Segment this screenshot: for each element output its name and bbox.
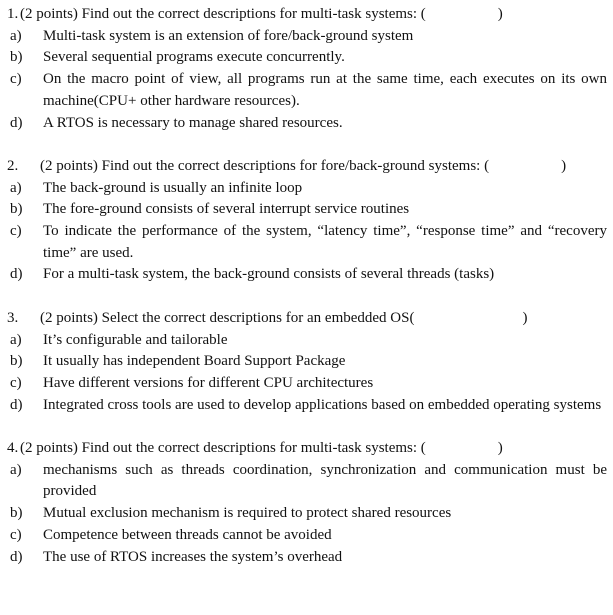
option-d [0, 395, 607, 417]
option-text: Multi-task system is an extension of fore/back-ground system [43, 27, 414, 44]
answer-blank-close: ) [497, 6, 503, 22]
option-text: Integrated cross tools are used to develop applications based on embedded operating systems [43, 396, 602, 413]
option-label: b) [10, 201, 23, 218]
option-a [0, 26, 607, 48]
option-text: Have different versions for different CPU architectures [43, 374, 374, 391]
option-label: d) [10, 548, 23, 565]
option-label: a) [10, 461, 22, 478]
option-text: The back-ground is usually an infinite loop [43, 179, 303, 196]
option-label: a) [10, 27, 22, 44]
option-d [0, 264, 607, 286]
option-label: a) [10, 179, 22, 196]
option-a [0, 460, 607, 503]
question-number: 3. [7, 309, 19, 326]
question-number: 4. [7, 440, 19, 457]
option-text: A RTOS is necessary to manage shared resources. [43, 114, 343, 131]
option-text: Mutual exclusion mechanism is required to protect shared resources [43, 505, 452, 522]
option-b [0, 351, 607, 373]
option-label: c) [10, 223, 22, 240]
question-prompt: (2 points) Find out the correct descriptions for multi-task systems: ( [20, 440, 426, 457]
option-label: c) [10, 526, 22, 543]
answer-blank-close: ) [561, 157, 567, 174]
option-a [0, 178, 607, 200]
option-c [0, 69, 607, 112]
option-label: d) [10, 266, 23, 283]
question-1 [0, 4, 607, 134]
option-text: The use of RTOS increases the system’s overhead [43, 548, 343, 565]
option-text: On the macro point of view, all programs run at the same time, each executes on its own machine(CPU+ other hardware resources). [43, 71, 607, 109]
option-c [0, 525, 607, 547]
option-label: d) [10, 114, 23, 131]
option-d [0, 547, 607, 569]
option-text: Several sequential programs execute concurrently. [43, 49, 345, 66]
option-label: b) [10, 353, 23, 370]
option-text: mechanisms such as threads coordination, synchronization and communication must be provided [43, 461, 607, 500]
option-label: b) [10, 505, 23, 522]
answer-blank-close: ) [522, 309, 528, 326]
question-text [0, 308, 607, 330]
option-d [0, 113, 607, 135]
option-text: Competence between threads cannot be avoided [43, 526, 332, 543]
option-text: To indicate the performance of the system, “latency time”, “response time” and “recovery time” are used. [43, 223, 607, 261]
option-b [0, 47, 607, 69]
answer-blank-close: ) [497, 440, 503, 457]
question-text [0, 438, 607, 460]
option-b [0, 503, 607, 525]
option-a [0, 330, 607, 352]
question-number: 2. [7, 157, 19, 174]
option-c [0, 373, 607, 395]
question-prompt: (2 points) Select the correct descriptions for an embedded OS( [40, 309, 415, 326]
option-b [0, 199, 607, 221]
option-text: For a multi-task system, the back-ground consists of several threads (tasks) [43, 266, 495, 283]
question-3 [0, 308, 607, 417]
question-number: 1. [7, 6, 19, 22]
question-text [0, 4, 607, 26]
option-label: d) [10, 396, 23, 413]
question-prompt: (2 points) Find out the correct descriptions for fore/back-ground systems: ( [40, 157, 490, 174]
option-label: c) [10, 71, 22, 88]
option-label: a) [10, 331, 22, 348]
option-text: It’s configurable and tailorable [43, 331, 228, 348]
question-text [0, 156, 607, 178]
option-text: The fore-ground consists of several interrupt service routines [43, 201, 410, 218]
question-4 [0, 438, 607, 568]
question-2 [0, 156, 607, 286]
option-label: b) [10, 49, 23, 66]
option-text: It usually has independent Board Support Package [43, 353, 346, 370]
question-prompt: (2 points) Find out the correct descriptions for multi-task systems: ( [20, 6, 426, 22]
option-label: c) [10, 374, 22, 391]
option-c [0, 221, 607, 264]
